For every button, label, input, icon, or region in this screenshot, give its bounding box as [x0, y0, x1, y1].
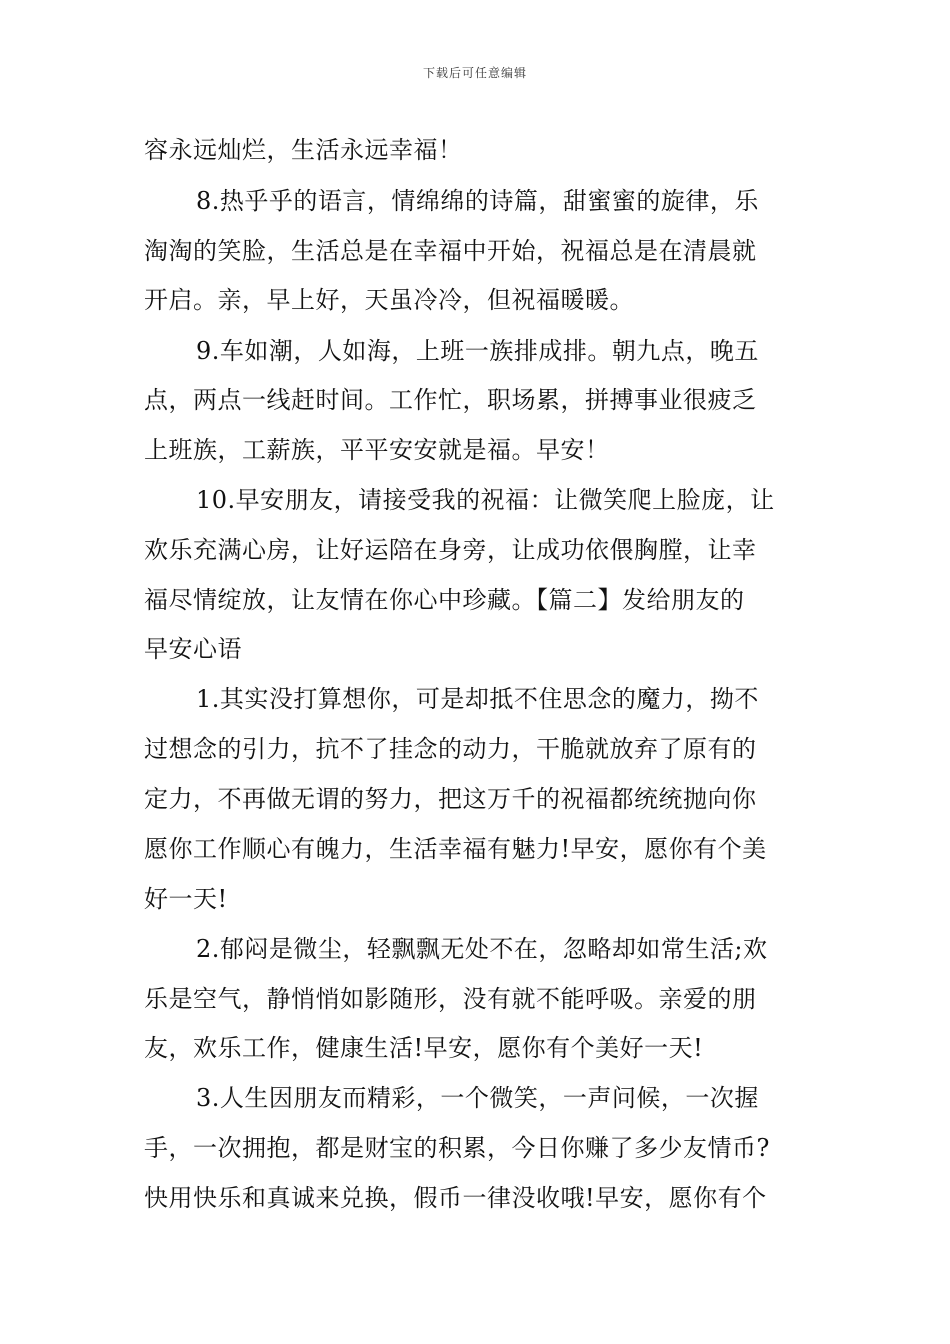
text-line: 1.其实没打算想你，可是却抵不住思念的魔力，拗不: [196, 685, 759, 713]
text-line: 早安心语: [144, 635, 242, 663]
text-line: 乐是空气，静悄悄如影随形，没有就不能呼吸。亲爱的朋: [144, 985, 757, 1013]
text-line: 淘淘的笑脸，生活总是在幸福中开始，祝福总是在清晨就: [144, 237, 757, 265]
text-line: 开启。亲，早上好，天虽冷冷，但祝福暖暖。: [144, 286, 634, 314]
text-line: 定力，不再做无谓的努力，把这万千的祝福都统统抛向你: [144, 785, 757, 813]
text-line: 3.人生因朋友而精彩，一个微笑，一声问候，一次握: [196, 1084, 759, 1112]
text-line: 容永远灿烂，生活永远幸福！: [144, 136, 463, 164]
text-line: 2.郁闷是微尘，轻飘飘无处不在，忽略却如常生活;欢: [196, 935, 768, 963]
text-line: 8.热乎乎的语言，情绵绵的诗篇，甜蜜蜜的旋律，乐: [196, 187, 759, 215]
text-line: 快用快乐和真诚来兑换，假币一律没收哦!早安，愿你有个: [144, 1184, 767, 1212]
text-line: 好一天!: [144, 885, 228, 913]
page-header: 下载后可任意编辑: [422, 66, 527, 80]
text-line: 愿你工作顺心有魄力，生活幸福有魅力!早安，愿你有个美: [144, 835, 767, 863]
text-line: 9.车如潮，人如海，上班一族排成排。朝九点，晚五: [196, 337, 759, 365]
text-line: 手，一次拥抱，都是财宝的积累，今日你赚了多少友情币?: [144, 1134, 770, 1162]
text-line: 10.早安朋友，请接受我的祝福：让微笑爬上脸庞，让: [196, 486, 775, 514]
text-line: 过想念的引力，抗不了挂念的动力，干脆就放弃了原有的: [144, 735, 757, 763]
text-line: 点，两点一线赶时间。工作忙，职场累，拼搏事业很疲乏: [144, 386, 757, 414]
text-line: 福尽情绽放，让友情在你心中珍藏。【篇二】发给朋友的: [144, 586, 745, 614]
text-line: 友，欢乐工作，健康生活!早安，愿你有个美好一天!: [144, 1034, 704, 1062]
text-line: 上班族，工薪族，平平安安就是福。早安！: [144, 436, 610, 464]
text-line: 欢乐充满心房，让好运陪在身旁，让成功依偎胸膛，让幸: [144, 536, 757, 564]
